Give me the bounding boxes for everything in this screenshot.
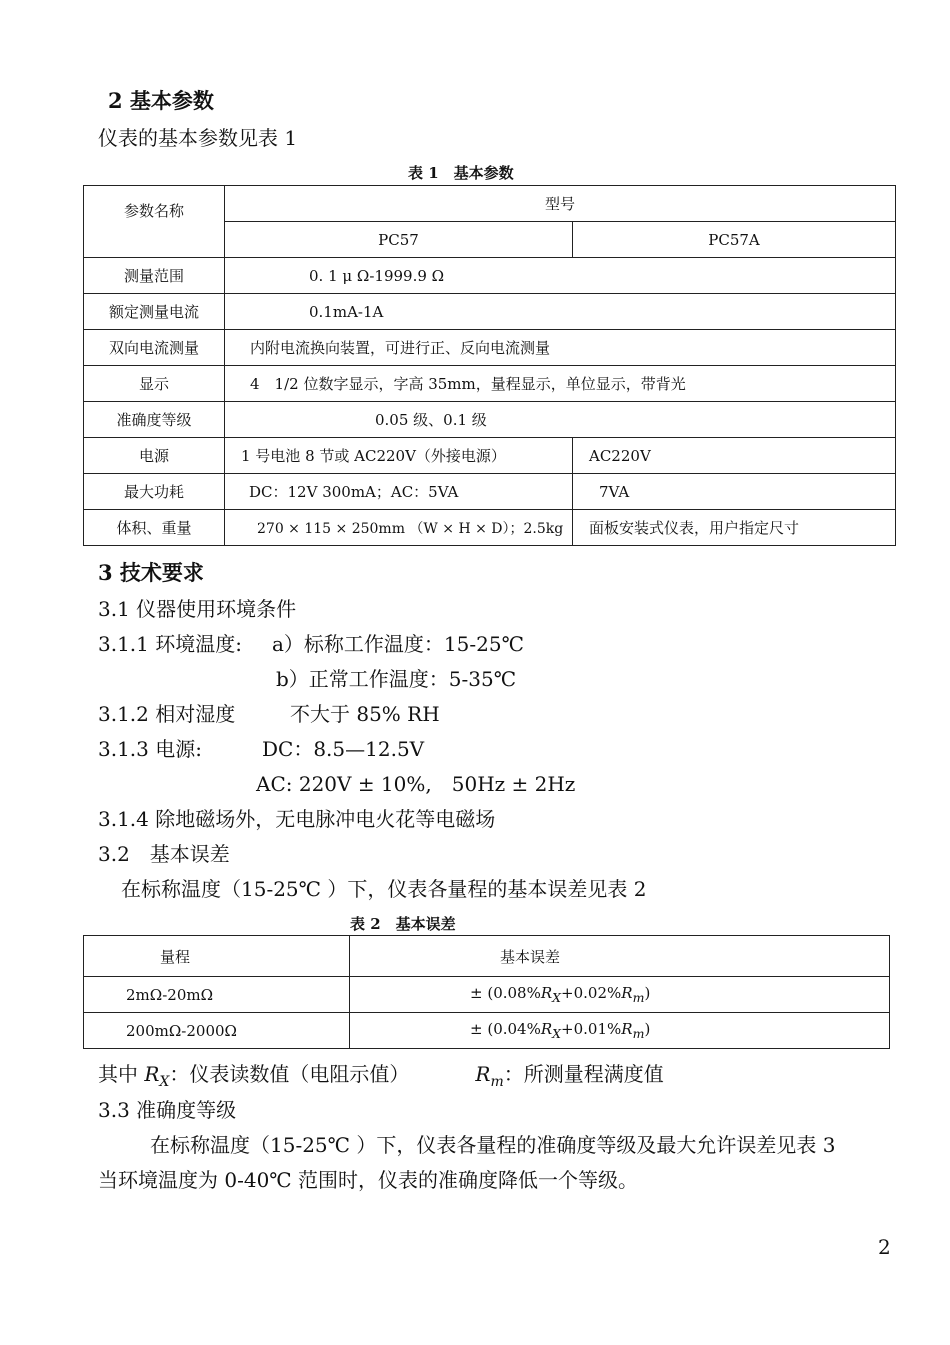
row-label: 电源: [84, 438, 225, 474]
section2-intro: 仪表的基本参数见表 1: [98, 126, 298, 150]
basic-error-table: [83, 935, 890, 1049]
row-label: 测量范围: [84, 258, 225, 294]
s311-b: b）正常工作温度：5-35℃: [276, 667, 517, 691]
pc57-value: 1 号电池 8 节或 AC220V（外接电源）: [225, 438, 573, 474]
table2-caption: 表 2 基本误差: [350, 915, 456, 933]
row-label: 额定测量电流: [84, 294, 225, 330]
table-row: [84, 977, 890, 1013]
range-value: 2mΩ-20mΩ: [84, 977, 350, 1013]
s33-line1: 在标称温度（15-25℃ ）下，仪表各量程的准确度等级及最大允许误差见表 3: [150, 1133, 836, 1157]
page-number: 2: [878, 1235, 891, 1259]
table-row: [84, 438, 896, 474]
range-value: 200mΩ-2000Ω: [84, 1013, 350, 1049]
row-value: 0.05 级、0.1 级: [225, 402, 896, 438]
error-header: 基本误差: [350, 936, 890, 977]
row-label: 最大功耗: [84, 474, 225, 510]
table-row: [84, 294, 896, 330]
model-header: 型号: [225, 186, 896, 222]
s33-line2: 当环境温度为 0-40℃ 范围时，仪表的准确度降低一个等级。: [98, 1168, 639, 1192]
s312-label: 3.1.2 相对湿度: [98, 702, 236, 726]
s313-ac: AC: 220V ± 10%, 50Hz ± 2Hz: [256, 772, 576, 796]
table1-caption: 表 1 基本参数: [408, 164, 514, 182]
row-value: 0. 1 μ Ω-1999.9 Ω: [225, 258, 896, 294]
error-value: ± $(0.04\%R_X+0.01\%R_m)$: [350, 1013, 890, 1049]
s314-text: 3.1.4 除地磁场外，无电脉冲电火花等电磁场: [98, 807, 496, 831]
section2-heading: 2 基本参数: [108, 88, 214, 113]
s32-heading: 3.2 基本误差: [98, 842, 230, 866]
row-label: 双向电流测量: [84, 330, 225, 366]
basic-params-table: [83, 185, 896, 546]
table-row: [84, 402, 896, 438]
pc57-header: PC57: [225, 222, 573, 258]
row-value: 0.1mA-1A: [225, 294, 896, 330]
s311-label: 3.1.1 环境温度:: [98, 632, 242, 656]
section3-heading: 3 技术要求: [98, 560, 204, 585]
table-row: [84, 510, 896, 546]
row-label: 体积、重量: [84, 510, 225, 546]
pc57a-value: 面板安装式仪表，用户指定尺寸: [573, 510, 896, 546]
table-row: [84, 330, 896, 366]
error-value: ± $(0.08\%R_X+0.02\%R_m)$: [350, 977, 890, 1013]
pc57-value: 270 × 115 × 250mm （W × H × D）；2.5kg: [225, 510, 573, 546]
pc57a-value: AC220V: [573, 438, 896, 474]
s313-label: 3.1.3 电源:: [98, 737, 202, 761]
row-value: 4 1/2 位数字显示，字高 35mm，量程显示，单位显示，带背光: [225, 366, 896, 402]
s32-text: 在标称温度（15-25℃ ）下，仪表各量程的基本误差见表 2: [121, 877, 647, 901]
s33-heading: 3.3 准确度等级: [98, 1098, 237, 1122]
row-value: 内附电流换向装置，可进行正、反向电流测量: [225, 330, 896, 366]
pc57a-header: PC57A: [573, 222, 896, 258]
row-label: 准确度等级: [84, 402, 225, 438]
row-label: 显示: [84, 366, 225, 402]
s313-dc: DC：8.5—12.5V: [262, 737, 425, 761]
range-header: 量程: [84, 936, 350, 977]
s311-a: a）标称工作温度：15-25℃: [272, 632, 524, 656]
table-row: [84, 366, 896, 402]
pc57-value: DC：12V 300mA；AC：5VA: [225, 474, 573, 510]
pc57a-value: 7VA: [573, 474, 896, 510]
table-row: [84, 474, 896, 510]
table-row: [84, 258, 896, 294]
table-row: [84, 1013, 890, 1049]
param-name-header: 参数名称: [84, 186, 225, 258]
s312-value: 不大于 85% RH: [290, 702, 440, 726]
s31-text: 3.1 仪器使用环境条件: [98, 597, 297, 621]
table2-note: 其中 $R_X$：仪表读数值（电阻示值） $R_m$：所测量程满度值: [98, 1062, 664, 1090]
